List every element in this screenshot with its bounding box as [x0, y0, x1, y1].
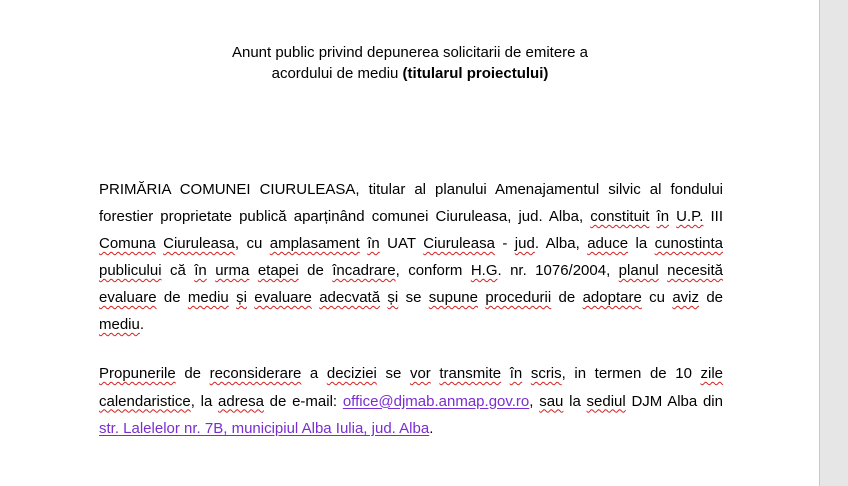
- title-line-2-bold: (titularul proiectului): [402, 65, 549, 82]
- misspelled-word[interactable]: în: [194, 262, 207, 279]
- text-run: [207, 262, 215, 279]
- text-run: [659, 262, 667, 279]
- misspelled-word[interactable]: Ciuruleasa: [423, 235, 495, 252]
- misspelled-word[interactable]: urma: [215, 262, 250, 279]
- misspelled-word[interactable]: și: [387, 289, 399, 306]
- misspelled-word[interactable]: scris: [530, 365, 562, 382]
- text-run: se: [376, 365, 410, 382]
- misspelled-word[interactable]: în: [509, 365, 523, 382]
- text-run: de: [699, 289, 724, 306]
- text-run: se: [398, 289, 429, 306]
- misspelled-word[interactable]: procedurii: [485, 289, 552, 306]
- text-run: ,: [529, 392, 540, 410]
- misspelled-word[interactable]: Propunerile: [99, 365, 176, 382]
- misspelled-word[interactable]: aviz: [672, 289, 699, 306]
- misspelled-word[interactable]: constituit: [590, 208, 650, 225]
- text-run: , la: [190, 392, 219, 410]
- misspelled-word[interactable]: transmite: [439, 365, 502, 382]
- text-run: de: [551, 289, 583, 306]
- text-run: cu: [641, 289, 673, 306]
- text-run: la: [563, 392, 587, 410]
- paragraph-announcement: [99, 176, 723, 338]
- text-run: [229, 289, 236, 306]
- text-run: de: [175, 365, 210, 382]
- text-run: , cu: [234, 235, 270, 252]
- text-run: . nr. 1076/2004,: [497, 262, 619, 279]
- text-run: [522, 365, 531, 382]
- misspelled-word[interactable]: vor: [409, 365, 431, 382]
- misspelled-word[interactable]: adecvată: [319, 289, 381, 306]
- text-run: de: [156, 289, 188, 306]
- misspelled-word[interactable]: jud: [514, 235, 535, 252]
- text-run: III: [703, 208, 724, 225]
- text-run: , conform: [395, 262, 471, 279]
- email-link[interactable]: office@djmab.anmap.gov.ro: [342, 392, 530, 410]
- text-run: .: [429, 420, 434, 437]
- misspelled-word[interactable]: evaluare: [254, 289, 312, 306]
- address-link[interactable]: str. Lalelelor nr. 7B, municipiul Alba Iulia, jud. Alba: [99, 420, 430, 437]
- text-run: [249, 262, 257, 279]
- text-run: [501, 365, 510, 382]
- misspelled-word[interactable]: supune: [428, 289, 478, 306]
- vertical-scrollbar[interactable]: [833, 0, 848, 486]
- text-run: .: [139, 316, 145, 333]
- document-title: [160, 42, 660, 84]
- text-run: de: [298, 262, 333, 279]
- text-run: la: [628, 235, 655, 252]
- misspelled-word[interactable]: aduce: [587, 235, 629, 252]
- title-line-2: [160, 63, 660, 84]
- misspelled-word[interactable]: necesită: [667, 262, 724, 279]
- text-run: [649, 208, 656, 225]
- misspelled-word[interactable]: încadrare: [332, 262, 396, 279]
- misspelled-word[interactable]: Comuna: [99, 235, 156, 252]
- misspelled-word[interactable]: U.P.: [676, 208, 704, 225]
- text-run: DJM Alba din: [625, 392, 723, 410]
- misspelled-word[interactable]: deciziei: [326, 365, 377, 382]
- misspelled-word[interactable]: în: [367, 235, 380, 252]
- misspelled-word[interactable]: și: [236, 289, 247, 306]
- text-run: a: [301, 365, 327, 382]
- misspelled-word[interactable]: adresa: [218, 392, 264, 410]
- text-run: de e-mail:: [263, 392, 343, 410]
- title-line-2-text: acordului de mediu: [271, 65, 403, 82]
- misspelled-word[interactable]: sau: [539, 392, 564, 410]
- misspelled-word[interactable]: în: [656, 208, 670, 225]
- misspelled-word[interactable]: zile: [700, 365, 724, 382]
- misspelled-word[interactable]: reconsiderare: [209, 365, 302, 382]
- misspelled-word[interactable]: H.G: [470, 262, 498, 279]
- misspelled-word[interactable]: adoptare: [582, 289, 642, 306]
- misspelled-word[interactable]: mediu: [187, 289, 229, 306]
- misspelled-word[interactable]: mediu: [99, 316, 140, 333]
- misspelled-word[interactable]: evaluare: [99, 289, 157, 306]
- misspelled-word[interactable]: Ciuruleasa: [163, 235, 235, 252]
- paragraph-submission-info: [99, 360, 723, 443]
- text-run: PRIMĂRIA COMUNEI CIURULEASA, titular al planului Amenajamentul silvic al fondului forestier proprietate publică aparținând comunei Ciuruleasa, jud. Alba,: [99, 181, 723, 225]
- text-run: , in termen de 10: [561, 365, 701, 382]
- misspelled-word[interactable]: amplasament: [269, 235, 360, 252]
- misspelled-word[interactable]: sediul: [586, 392, 626, 410]
- text-run: că: [161, 262, 195, 279]
- title-line-1: Anunt public privind depunerea solicitarii de emitere a: [231, 44, 589, 61]
- misspelled-word[interactable]: planul: [618, 262, 659, 279]
- text-run: . Alba,: [534, 235, 588, 252]
- misspelled-word[interactable]: cunostinta: [654, 235, 724, 252]
- misspelled-word[interactable]: publicului: [99, 262, 162, 279]
- text-run: UAT: [379, 235, 424, 252]
- misspelled-word[interactable]: calendaristice: [99, 392, 191, 410]
- misspelled-word[interactable]: etapei: [257, 262, 299, 279]
- text-run: -: [494, 235, 515, 252]
